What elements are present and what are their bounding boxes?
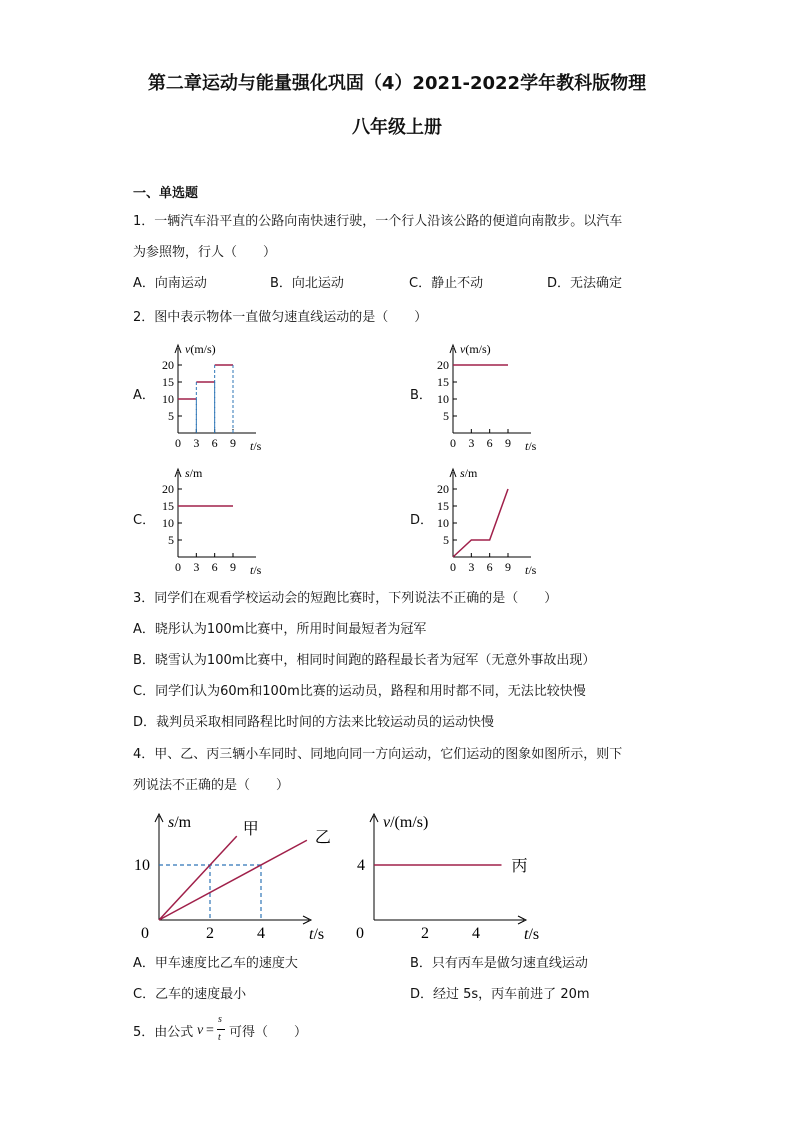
q3-stem: 3．同学们在观看学校运动会的短跑比赛时，下列说法不正确的是（ ） (133, 591, 558, 606)
q2a-y-tick-label: 20 (162, 358, 174, 372)
q4-vt-x-tick-label: 4 (472, 925, 480, 942)
q4-chart-v-t (345, 805, 540, 945)
q4-st-line-jia (159, 836, 237, 920)
q5-formula-den: t (218, 1032, 221, 1043)
q2a-y-tick-label: 5 (168, 409, 174, 423)
q2b-x-tick-label: 0 (450, 436, 456, 450)
q2d-y-tick-label: 15 (437, 499, 449, 513)
q2d-y-tick-label: 20 (437, 482, 449, 496)
q2d-y-axis-label: s/m (460, 466, 478, 480)
q2d-x-tick-label: 6 (486, 560, 493, 574)
q4-st-series-label: 乙 (314, 829, 331, 847)
q2b-y-tick-label: 10 (437, 392, 449, 406)
q4-st-origin-label: 0 (141, 925, 149, 942)
q4-vt-x-tick-label: 2 (421, 925, 429, 942)
q2d-x-tick-label: 3 (468, 560, 475, 574)
q2-label-b: B． (410, 388, 432, 403)
q5-formula-eq: = (206, 1023, 214, 1038)
q2a-x-tick-label: 3 (193, 436, 200, 450)
q5-prefix: 5．由公式 (133, 1025, 194, 1040)
q2d-x-axis-label: t/s (525, 563, 537, 577)
q1-option-d: D．无法确定 (547, 276, 623, 291)
q2-stem: 2．图中表示物体一直做匀速直线运动的是（ ） (133, 310, 428, 325)
q2-label-a: A． (133, 388, 155, 403)
q2c-x-tick-label: 9 (230, 560, 236, 574)
q2b-y-tick-label: 15 (437, 375, 449, 389)
q2-chart-a (158, 338, 268, 453)
q1-option-b: B．向北运动 (270, 276, 344, 291)
q1-option-c: C．静止不动 (409, 276, 484, 291)
q2a-y-tick-label: 10 (162, 392, 174, 406)
q2c-x-tick-label: 3 (193, 560, 200, 574)
q4-vt-x-axis-label: t/s (524, 926, 540, 943)
q4-chart-s-t (130, 805, 331, 945)
section-heading: 一、单选题 (133, 186, 199, 201)
q2c-x-tick-label: 0 (175, 560, 181, 574)
q4-st-series-label: 甲 (242, 821, 259, 839)
q2c-y-tick-label: 20 (162, 482, 174, 496)
q2d-series-line (453, 489, 508, 557)
q2d-y-tick-label: 5 (443, 533, 449, 547)
q4-vt-origin-label: 0 (356, 925, 364, 942)
q2-chart-b (433, 338, 543, 453)
q2b-x-tick-label: 6 (486, 436, 493, 450)
q4-vt-y-axis-label: v/(m/s) (383, 814, 429, 831)
q5-fraction-bar (217, 1029, 225, 1030)
q2-label-d: D． (410, 513, 434, 528)
q5-formula-v: v (197, 1023, 204, 1038)
q4-option-b: B．只有丙车是做匀速直线运动 (410, 956, 588, 971)
q4-st-y-tick-label: 10 (134, 857, 150, 874)
q4-stem-line2: 列说法不正确的是（ ） (133, 778, 290, 793)
q4-st-x-tick-label: 2 (206, 925, 214, 942)
q2c-y-tick-label: 10 (162, 516, 174, 530)
q2b-y-axis-label: v(m/s) (460, 342, 491, 356)
q2c-y-tick-label: 15 (162, 499, 174, 513)
q2d-y-tick-label: 10 (437, 516, 449, 530)
q2c-x-tick-label: 6 (211, 560, 218, 574)
q2b-x-axis-label: t/s (525, 439, 537, 453)
q2d-x-tick-label: 0 (450, 560, 456, 574)
q2a-x-tick-label: 0 (175, 436, 181, 450)
q2a-y-tick-label: 15 (162, 375, 174, 389)
q2d-x-tick-label: 9 (505, 560, 511, 574)
q4-option-c: C．乙车的速度最小 (133, 987, 247, 1002)
q3-option-b: B．晓雪认为100m比赛中，相同时间跑的路程最长者为冠军（无意外事故出现） (133, 653, 596, 668)
q2a-x-tick-label: 6 (211, 436, 218, 450)
q4-option-a: A．甲车速度比乙车的速度大 (133, 956, 298, 971)
q3-option-c: C．同学们认为60m和100m比赛的运动员，路程和用时都不同，无法比较快慢 (133, 684, 586, 699)
q2b-y-tick-label: 20 (437, 358, 449, 372)
q2-label-c: C． (133, 513, 156, 528)
q2c-y-tick-label: 5 (168, 533, 174, 547)
q2c-x-axis-label: t/s (250, 563, 262, 577)
q5-suffix: 可得（ ） (229, 1025, 308, 1040)
q4-st-x-tick-label: 4 (257, 925, 265, 942)
q2-chart-d (433, 462, 543, 577)
q4-st-y-axis-label: s/m (168, 814, 192, 831)
q1-option-a: A．向南运动 (133, 276, 207, 291)
q4-st-x-axis-label: t/s (309, 926, 325, 943)
q2-chart-c (158, 462, 268, 577)
q4-vt-y-tick-label: 4 (357, 857, 365, 874)
q2b-x-tick-label: 3 (468, 436, 475, 450)
q4-vt-series-label: 丙 (511, 858, 528, 875)
q2a-y-axis-label: v(m/s) (185, 342, 216, 356)
q3-option-a: A．晓彤认为100m比赛中，所用时间最短者为冠军 (133, 622, 427, 637)
q3-option-d: D．裁判员采取相同路程比时间的方法来比较运动员的运动快慢 (133, 715, 495, 730)
q2c-y-axis-label: s/m (185, 466, 203, 480)
q2b-y-tick-label: 5 (443, 409, 449, 423)
q1-stem-line2: 为参照物，行人（ ） (133, 245, 277, 260)
q2a-x-tick-label: 9 (230, 436, 236, 450)
q1-stem-line1: 1．一辆汽车沿平直的公路向南快速行驶，一个行人沿该公路的便道向南散步。以汽车 (133, 214, 623, 229)
q4-st-line-yi (159, 840, 307, 920)
page-title-line2: 八年级上册 (352, 117, 442, 138)
q4-stem-line1: 4．甲、乙、丙三辆小车同时、同地向同一方向运动，它们运动的图象如图所示，则下 (133, 747, 623, 762)
q2a-x-axis-label: t/s (250, 439, 262, 453)
q2b-x-tick-label: 9 (505, 436, 511, 450)
page-title-line1: 第二章运动与能量强化巩固（4）2021-2022学年教科版物理 (147, 73, 647, 94)
q4-option-d: D．经过 5s，丙车前进了 20m (410, 987, 590, 1002)
q5-formula-num: s (218, 1014, 222, 1025)
